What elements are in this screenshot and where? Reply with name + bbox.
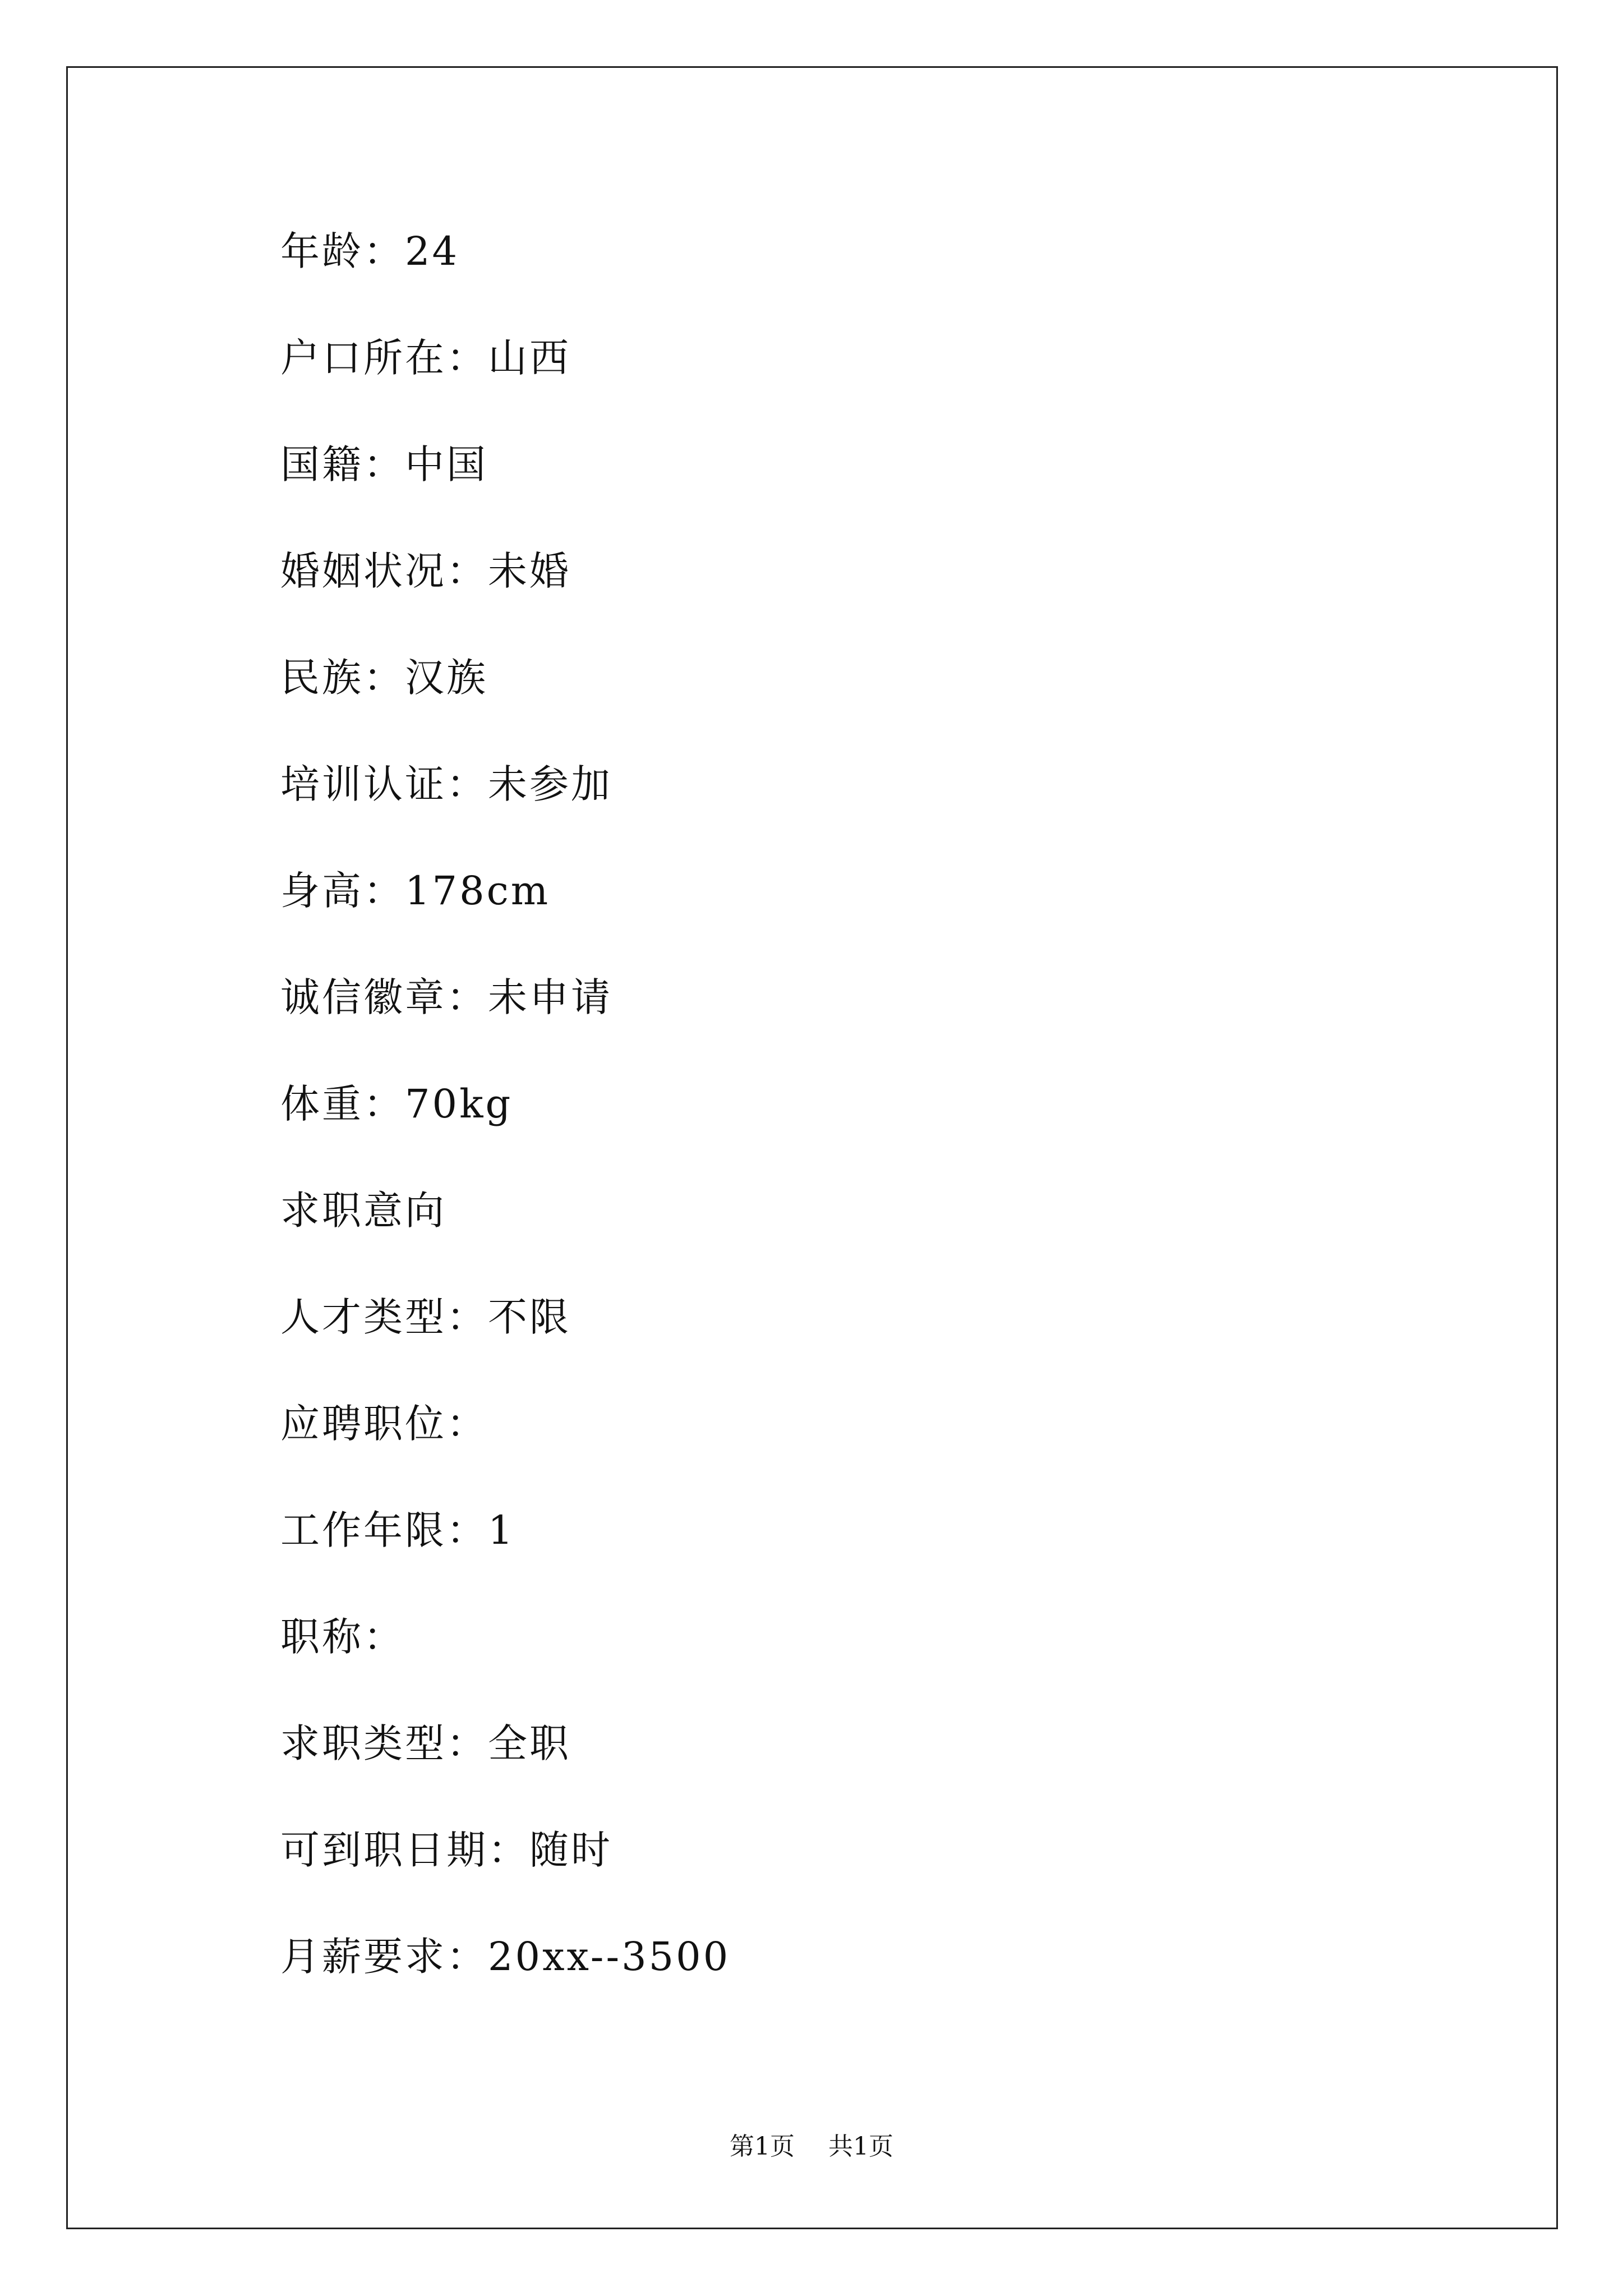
field-applied-position: 应聘职位：	[280, 1401, 488, 1447]
page-number-total: 共1页	[828, 2132, 893, 2161]
section-heading-job-intent: 求职意向	[280, 1188, 446, 1234]
field-ethnicity: 民族：汉族	[280, 655, 488, 701]
field-marital-status: 婚姻状况：未婚	[280, 548, 571, 594]
page-number-current: 第1页	[730, 2132, 795, 2161]
page-footer	[0, 2126, 1623, 2162]
field-talent-type: 人才类型：不限	[280, 1294, 571, 1340]
field-training-cert: 培训认证：未参加	[280, 761, 612, 807]
field-salary-expectation: 月薪要求：20xx--3500	[280, 1934, 731, 1980]
field-available-date: 可到职日期：随时	[280, 1827, 612, 1873]
field-title: 职称：	[280, 1614, 405, 1660]
field-nationality: 国籍：中国	[280, 441, 488, 487]
field-age: 年龄：24	[280, 228, 460, 274]
field-weight: 体重：70kg	[280, 1081, 513, 1127]
field-work-years: 工作年限：1	[280, 1507, 515, 1553]
field-job-type: 求职类型：全职	[280, 1720, 571, 1766]
field-height: 身高：178cm	[280, 868, 551, 914]
document-body	[280, 223, 1458, 2035]
field-hukou: 户口所在：山西	[280, 335, 571, 381]
field-integrity-badge: 诚信徽章：未申请	[280, 974, 612, 1020]
